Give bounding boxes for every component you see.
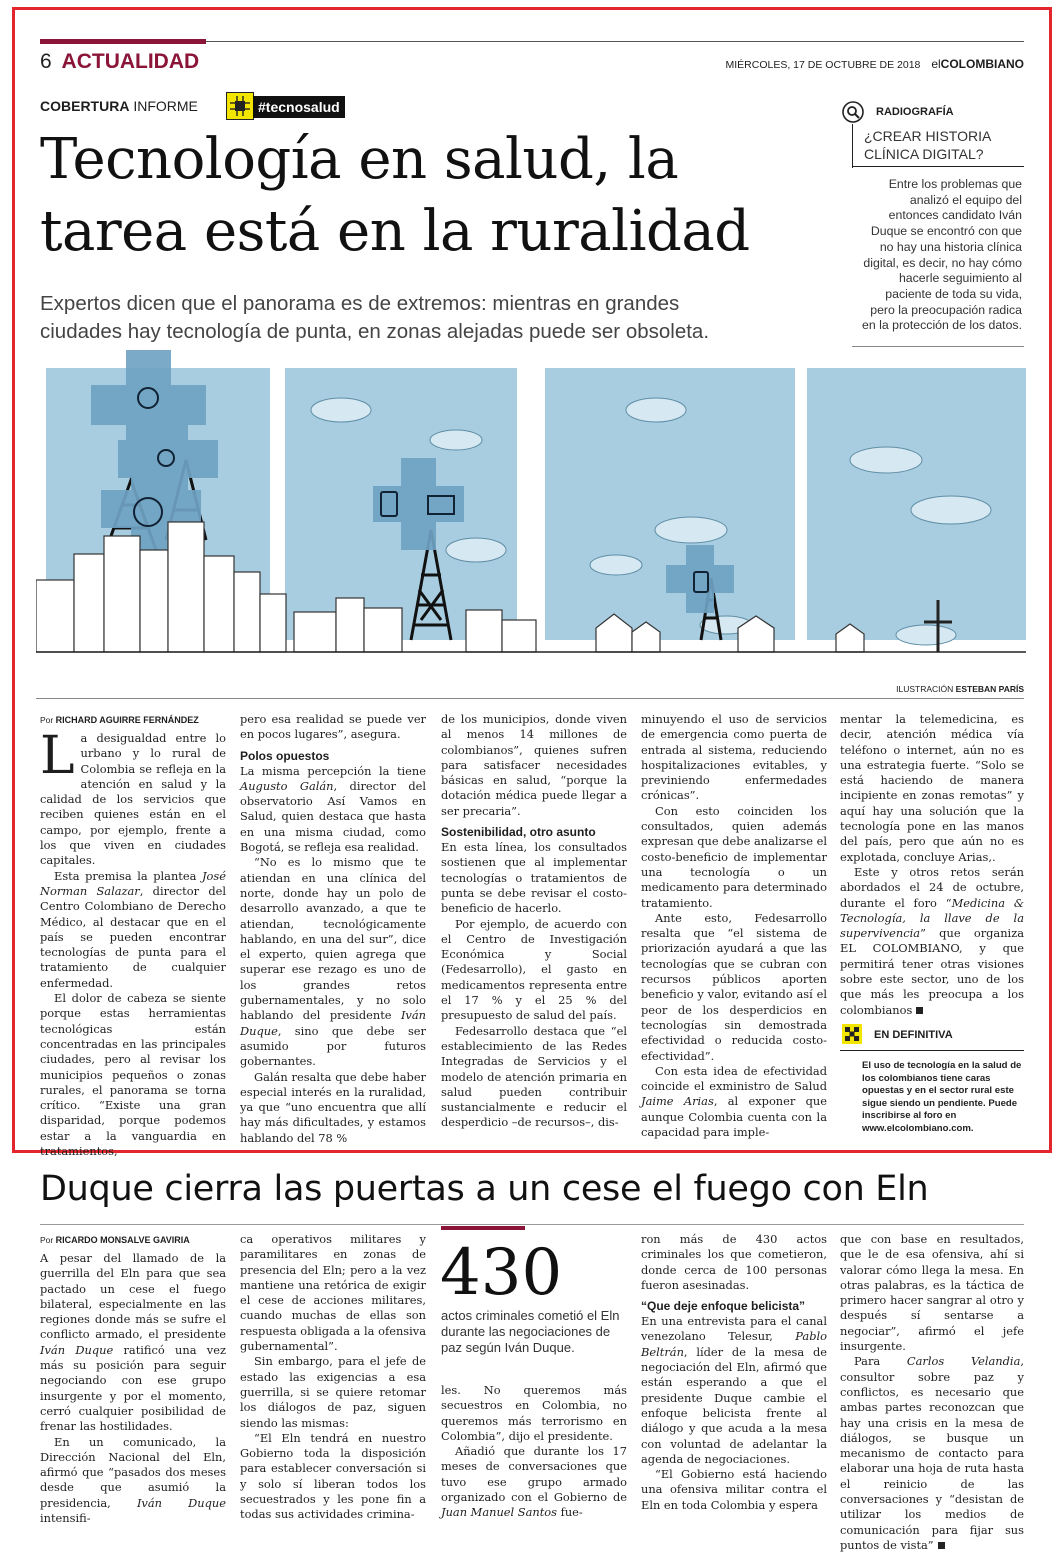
subhead: Polos opuestos [240, 748, 330, 763]
dropcap: L [40, 726, 75, 786]
section-name: ACTUALIDAD [61, 50, 200, 73]
masthead [610, 57, 1024, 72]
deck: Expertos dicen que el panorama es de extremos: mientras en grandes ciudades hay tecnología de punta, en zonas alejadas puede ser obsoleta. [40, 292, 710, 343]
article-2-column-4: ron más de 430 actos criminales los que cometieron, donde cerca de 100 personas fueron asesinadas. “Que deje enfoque belicista” En una entrevista para el canal venezolano Telesur, Pablo Beltrán, líder de la mesa de negociación del Eln, afirmó que están esperando a que el presidente Duque cambie el enfoque belicista frente al diálogo y que acuda a la mesa con voluntad de adelantar la agenda de negociaciones. “El Gobierno está haciendo una ofensiva militar contra el Eln en toda Colombia y espera [641, 1232, 827, 1512]
en-definitiva-icon [842, 1024, 862, 1044]
end-mark [916, 1007, 923, 1014]
article-column-3: de los municipios, donde viven al menos 14 millones de colombianos”, quienes sufren para satisfacer necesidades básicas en salud, “porque la dotación médica puede llegar a ser precaria”. Sostenibilidad, otro asunto En esta línea, los consultados sostienen que al implementar tecnologías o tratamientos de punta se debe revisar el costo-beneficio de hacerlo. Por ejemplo, de acuerdo con el Centro de Investigación Económica y Social (Fedesarrollo), el gasto en medicamentos representa entre el 17 % y el 25 % del presupuesto de salud del país. Fedesarrollo destaca que “el establecimiento de las Redes Integradas de Servicios y el modelo de atención primaria en salud pueden contribuir sustancialmente e reducir el desperdicio –de recursos–, dis- [441, 712, 627, 1130]
tag-badge: #tecnosalud [253, 96, 345, 118]
end-mark [938, 1542, 945, 1549]
subhead: Sostenibilidad, otro asunto [441, 825, 596, 840]
stat-number: 430 [440, 1236, 563, 1310]
second-headline: Duque cierra las puertas a un cese el fuego con Eln [40, 1169, 929, 1209]
header-accent-bar [40, 39, 206, 44]
page-number: 6 [40, 50, 52, 73]
header-rule [206, 41, 1024, 42]
article-column-1: Por RICHARD AGUIRRE FERNÁNDEZ La desigualdad entre lo urbano y lo rural de Colombia se refleja en la atención en salud y la calidad de los servicios que reciben quienes están en el campo, por ejemplo, frente a los que viven en ciudades capitales. Esta premisa la plantea José Norman Salazar, director del Centro Colombiano de Derecho Médico, al destacar que en el país se pueden encontrar tecnologías de punta para el tratamiento de cualquier enfermedad. El dolor de cabeza se siente porque estas herramientas tecnológicas están concentradas en las principales ciudades, pero al revisar los municipios pequeños o zonas rurales, el panorama se torna crítico. “Existe una gran disparidad, porque podemos estar a la vanguardia en tratamientos, [40, 715, 226, 1159]
kicker: COBERTURA INFORME [40, 98, 198, 114]
article-2-column-2: ca operativos militares y paramilitares en zonas de presencia del Eln; pero a la vez mantiene una retórica de exigir el cese de acciones militares, cuando muchas de ellas son respuesta obligada a la ofensiva gubernamental”. Sin embargo, para el jefe de estado las exigencias a esa guerrilla, si se quiere retomar los diálogos de paz, siguen siendo las mismas: “El Eln tendrá en nuestro Gobierno toda la disposición para establecer conversación si y solo sí liberan todos los secuestrados y les pone fin a todas sus actividades crimina- [240, 1232, 426, 1522]
article-column-4: minuyendo el uso de servicios de emergencia como puerta de entrada al sistema, reduciendo hospitalizaciones evitables, y previniendo enfermedades crónicas”. Con esto coinciden los consultados, quien además expresan que debe analizarse el costo-beneficio de implementar una tecnología o un medicamento para determinado tratamiento. Ante esto, Fedesarrollo resalta que “el sistema de priorización ayudará a que las tecnologías que se cubran con recursos públicos aporten beneficio y valor, evitando así el peor de los desperdicios en tecnologías sin demostrada efectividad o reducida costo-efectividad”. Con esta idea de efectividad coincide el exministro de Salud Jaime Arias, al exponer que aunque Colombia cuenta con la capacidad para imple- [641, 712, 827, 1140]
en-definitiva-text: El uso de tecnología en la salud de los colombianos tiene caras opuestas y en el sector rural este sigue siendo un pendiente. Puede inscribirse al foro en www.elcolombiano.com. [862, 1060, 1022, 1134]
sidebar-rule [852, 166, 1024, 167]
article-2-column-3: les. No queremos más secuestros en Colombia, no queremos más terrorismo en Colombia”, dijo el presidente. Añadió que durante los 17 meses de conversaciones que tuvo ese grupo armado organizado con el Gobierno de Juan Manuel Santos fue- [441, 1383, 627, 1520]
sidebar-label: RADIOGRAFÍA [876, 106, 954, 118]
byline: Por RICHARD AGUIRRE FERNÁNDEZ [40, 715, 199, 725]
second-headline-rule [40, 1224, 1024, 1225]
article-column-5: mentar la telemedicina, es decir, atención médica vía teléfono o internet, aún no es una estrategia fuerte. “Solo se está haciendo de manera incipiente en zonas remotas” y aquí hay una solución que la tecnología pone en las manos del país, pero que aún no es explotada, concluye Arias,. Este y otros retos serán abordados el 24 de octubre, durante el foro “Medicina & Tecnología, la llave de la supervivencia” que organiza EL COLOMBIANO, y que permitirá tener otras visiones sobre este sector, uno de los que más les preocupa a los colombianos [840, 712, 1025, 1017]
chip-icon [226, 92, 254, 120]
article-2-column-1: Por RICARDO MONSALVE GAVIRIA A pesar del llamado de la guerrilla del Eln para que sea pactado un cese el fuego bilateral, especialmente en las regiones donde más se sufre el conflicto armado, el presidente Iván Duque ratificó una vez más su posición para seguir negociando con ese grupo insurgente y por el momento, cerró cualquier posibilidad de frenar las hostilidades. En un comunicado, la Dirección Nacional del Eln, afirmó que “pasados dos meses desde que asumió la presidencia, Iván Duque intensifi- [40, 1235, 226, 1526]
en-definitiva-label: EN DEFINITIVA [874, 1029, 953, 1041]
brand-logo: elCOLOMBIANO [931, 57, 1024, 71]
stat-caption: actos criminales cometió el Eln durante las negociaciones de paz según Iván Duque. [441, 1308, 620, 1355]
byline: Por RICARDO MONSALVE GAVIRIA [40, 1235, 190, 1245]
illustration [36, 340, 1026, 670]
article-column-2: pero esa realidad se puede ver en pocos lugares”, asegura. Polos opuestos La misma percepción la tiene Augusto Galán, director del observatorio Así Vamos en Salud, quien destaca que hasta en una misma ciudad, como Bogotá, se refleja esa realidad. “No es lo mismo que te atiendan en una clínica del norte, donde hay un polo de desarrollo avanzado, a que te atiendan, tecnológicamente hablando, en una del sur”, dice el experto, quien agrega que superar ese rezago es uno de los grandes retos gubernamentales, y no solo hablando del presidente Iván Duque, sino que debe ser asumido por futuros gobernantes. Galán resalta que debe haber especial interés en la ruralidad, ya que “uno encuentra que allí hay más dificultades, y estamos hablando del 78 % [240, 712, 426, 1145]
stat-accent-bar [441, 1226, 525, 1230]
credit-rule [36, 698, 1024, 699]
sidebar-text: Entre los problemas que analizó el equipo del entonces candidato Iván Duque se encontró con que no hay una historia clínica digital, es decir, no hay cómo hacerle seguimiento al paciente de toda su vida, pero la preocupación radica en la protección de los datos. [862, 177, 1022, 333]
headline: Tecnología en salud, la tarea está en la ruralidad [40, 127, 750, 264]
sidebar-question: ¿CREAR HISTORIA CLÍNICA DIGITAL? [864, 128, 992, 162]
illustration-credit: ILUSTRACIÓN ESTEBAN PARÍS [896, 684, 1024, 694]
search-icon [842, 101, 864, 123]
issue-date: MIÉRCOLES, 17 DE OCTUBRE DE 2018 [725, 59, 921, 71]
section-header [40, 50, 199, 74]
article-2-column-5: que con base en resultados, que le de esa ofensiva, ahí si valorar cómo llega la mesa. En otras palabras, es la táctica de primero hacer sangrar al otro y después sí sentarse a negociar”, afirmó el jefe insurgente. Para Carlos Velandia, consultor sobre paz y conflictos, es necesario que ambas partes reconozcan que hay una crisis en la mesa de diálogos, se busque un mecanismo de contacto para elaborar una hoja de ruta hasta el reinicio de las conversaciones y “desistan de utilizar los medios de comunicación para fijar sus puntos de vista” [840, 1232, 1024, 1552]
subhead: “Que deje enfoque belicista” [641, 1299, 806, 1314]
en-definitiva-rule [840, 1050, 1024, 1051]
